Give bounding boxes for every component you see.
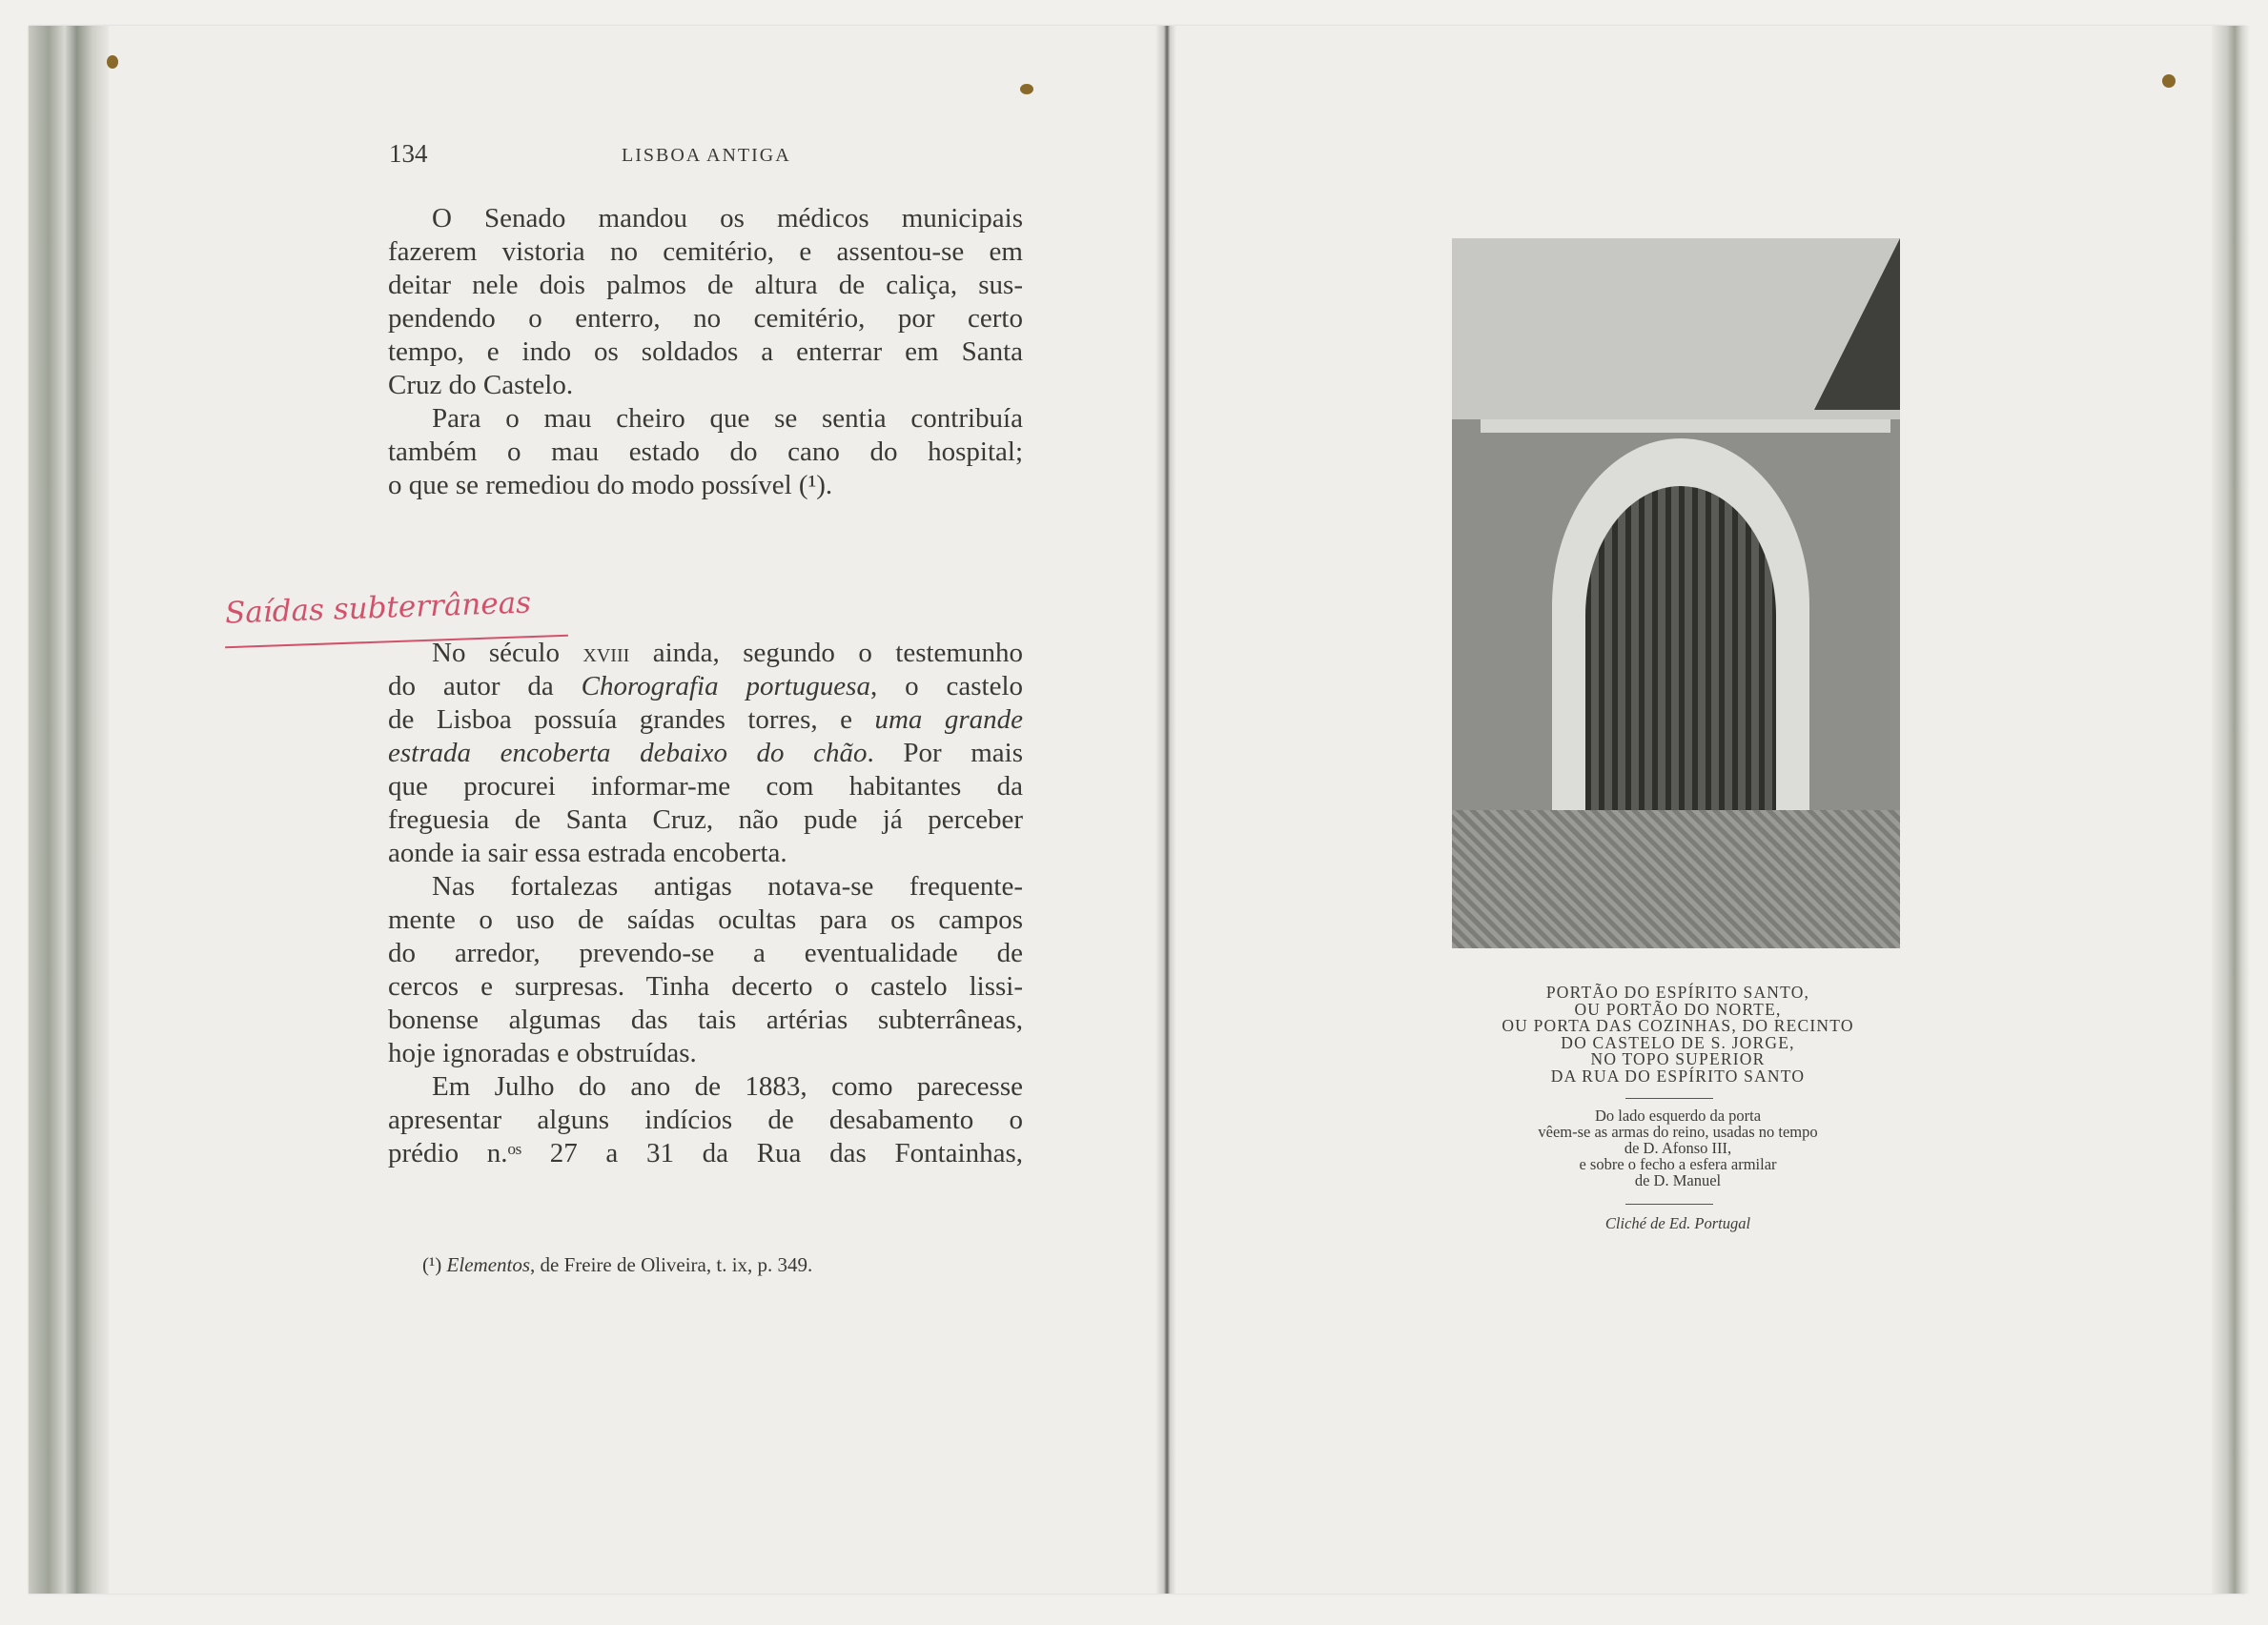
footnote-text: , de Freire de Oliveira, t. ix, p. 349. bbox=[530, 1253, 813, 1276]
footnote-marker: (¹) bbox=[422, 1253, 447, 1276]
text-segment: também o mau estado do cano do hospital; bbox=[388, 437, 1023, 467]
caption-description bbox=[1430, 1107, 1926, 1188]
text-segment: do arredor, prevendo-se a eventualidade de bbox=[388, 938, 1023, 968]
text-line bbox=[388, 837, 1023, 870]
text-segment: que procurei informar-me com habitantes da bbox=[388, 771, 1023, 802]
text-segment: pendendo o enterro, no cemitério, por certo bbox=[388, 303, 1023, 334]
text-segment: Para o mau cheiro que se sentia contribuía bbox=[432, 403, 1023, 434]
text-line bbox=[388, 670, 1023, 703]
caption-line: OU PORTA DAS COZINHAS, DO RECINTO bbox=[1502, 1016, 1854, 1035]
caption-divider bbox=[1625, 1098, 1713, 1099]
caption-line: DA RUA DO ESPÍRITO SANTO bbox=[1550, 1066, 1806, 1086]
text-line bbox=[388, 469, 1023, 502]
caption-line: PORTÃO DO ESPÍRITO SANTO, bbox=[1545, 983, 1810, 1002]
text-line bbox=[388, 637, 1023, 670]
text-line bbox=[388, 970, 1023, 1004]
caption-line: vêem-se as armas do reino, usadas no tempo bbox=[1538, 1123, 1818, 1141]
text-segment: , o castelo bbox=[869, 671, 1024, 701]
text-line bbox=[388, 1070, 1023, 1104]
text-line bbox=[388, 369, 1023, 402]
text-line bbox=[388, 737, 1023, 770]
text-line bbox=[388, 235, 1023, 269]
text-segment: aonde ia sair essa estrada encoberta. bbox=[388, 838, 787, 868]
text-line bbox=[388, 870, 1023, 904]
text-segment: estrada encoberta debaixo do chão bbox=[388, 738, 868, 768]
binding-edge-left bbox=[29, 26, 109, 1594]
text-segment: fazerem vistoria no cemitério, e assentou-se em bbox=[388, 236, 1023, 267]
text-segment: Em Julho do ano de 1883, como parecesse bbox=[432, 1071, 1023, 1102]
text-segment: O Senado mandou os médicos municipais bbox=[432, 203, 1023, 234]
text-segment: Nas fortalezas antigas notava-se frequente- bbox=[432, 871, 1023, 902]
caption-line: NO TOPO SUPERIOR bbox=[1590, 1049, 1766, 1068]
center-fold bbox=[1155, 26, 1176, 1594]
photo-portao-espirito-santo bbox=[1452, 238, 1900, 948]
text-segment: apresentar alguns indícios de desabamento o bbox=[388, 1105, 1023, 1135]
caption-line: OU PORTÃO DO NORTE, bbox=[1574, 999, 1782, 1019]
text-segment: de Lisboa possuía grandes torres, e bbox=[388, 704, 875, 735]
text-segment: No século bbox=[432, 638, 583, 668]
binding-edge-right bbox=[2212, 26, 2250, 1594]
text-segment: tempo, e indo os soldados a enterrar em Santa bbox=[388, 336, 1023, 367]
text-line bbox=[388, 269, 1023, 302]
text-segment: xviii bbox=[582, 638, 630, 668]
text-segment: Cruz do Castelo. bbox=[388, 370, 574, 400]
text-segment: o que se remediou do modo possível (¹). bbox=[388, 470, 833, 500]
text-line bbox=[388, 1104, 1023, 1137]
text-line bbox=[388, 937, 1023, 970]
footnote bbox=[422, 1253, 812, 1277]
caption-line: e sobre o fecho a esfera armilar bbox=[1579, 1155, 1777, 1173]
text-segment: mente o uso de saídas ocultas para os campos bbox=[388, 904, 1023, 935]
caption-line: de D. Manuel bbox=[1634, 1171, 1722, 1189]
text-line bbox=[388, 904, 1023, 937]
stain bbox=[107, 55, 118, 69]
text-segment: . Por mais bbox=[867, 738, 1023, 768]
caption-line: de D. Afonso III, bbox=[1624, 1139, 1732, 1157]
text-line bbox=[388, 436, 1023, 469]
text-segment: uma grande bbox=[874, 704, 1024, 735]
caption-line: Do lado esquerdo da porta bbox=[1594, 1107, 1762, 1125]
text-line bbox=[388, 770, 1023, 803]
page-number: 134 bbox=[389, 139, 428, 168]
stain bbox=[1020, 84, 1033, 94]
book-spread bbox=[29, 26, 2245, 1594]
text-segment: freguesia de Santa Cruz, não pude já perceber bbox=[388, 804, 1023, 835]
text-line bbox=[388, 803, 1023, 837]
text-line bbox=[388, 402, 1023, 436]
text-line bbox=[388, 703, 1023, 737]
running-title: LISBOA ANTIGA bbox=[622, 145, 791, 166]
text-segment: ainda, segundo o testemunho bbox=[629, 638, 1023, 668]
handwritten-margin-note: Saídas subterrâneas bbox=[224, 585, 532, 631]
text-segment: bonense algumas das tais artérias subterrâneas, bbox=[388, 1005, 1023, 1035]
footnote-title: Elementos bbox=[446, 1253, 531, 1276]
caption-line: DO CASTELO DE S. JORGE, bbox=[1561, 1032, 1795, 1052]
photo-credit: Cliché de Ed. Portugal bbox=[1604, 1214, 1751, 1232]
text-line bbox=[388, 1037, 1023, 1070]
text-line bbox=[388, 1137, 1023, 1170]
body-text-part1 bbox=[388, 202, 1023, 502]
text-segment: prédio n.ᵒˢ 27 a 31 da Rua das Fontainhas, bbox=[388, 1138, 1023, 1168]
body-text-part2 bbox=[388, 637, 1023, 1170]
text-segment: do autor da bbox=[388, 671, 582, 701]
text-line bbox=[388, 302, 1023, 335]
text-line bbox=[388, 202, 1023, 235]
caption-title bbox=[1430, 985, 1926, 1085]
text-line bbox=[388, 1004, 1023, 1037]
caption-divider bbox=[1625, 1204, 1713, 1205]
text-segment: hoje ignoradas e obstruídas. bbox=[388, 1038, 697, 1068]
stain bbox=[2162, 74, 2176, 88]
text-segment: Chorografia portuguesa bbox=[581, 671, 870, 701]
text-line bbox=[388, 335, 1023, 369]
text-segment: cercos e surpresas. Tinha decerto o castelo lissi- bbox=[388, 971, 1023, 1002]
text-segment: deitar nele dois palmos de altura de caliça, sus- bbox=[388, 270, 1023, 300]
